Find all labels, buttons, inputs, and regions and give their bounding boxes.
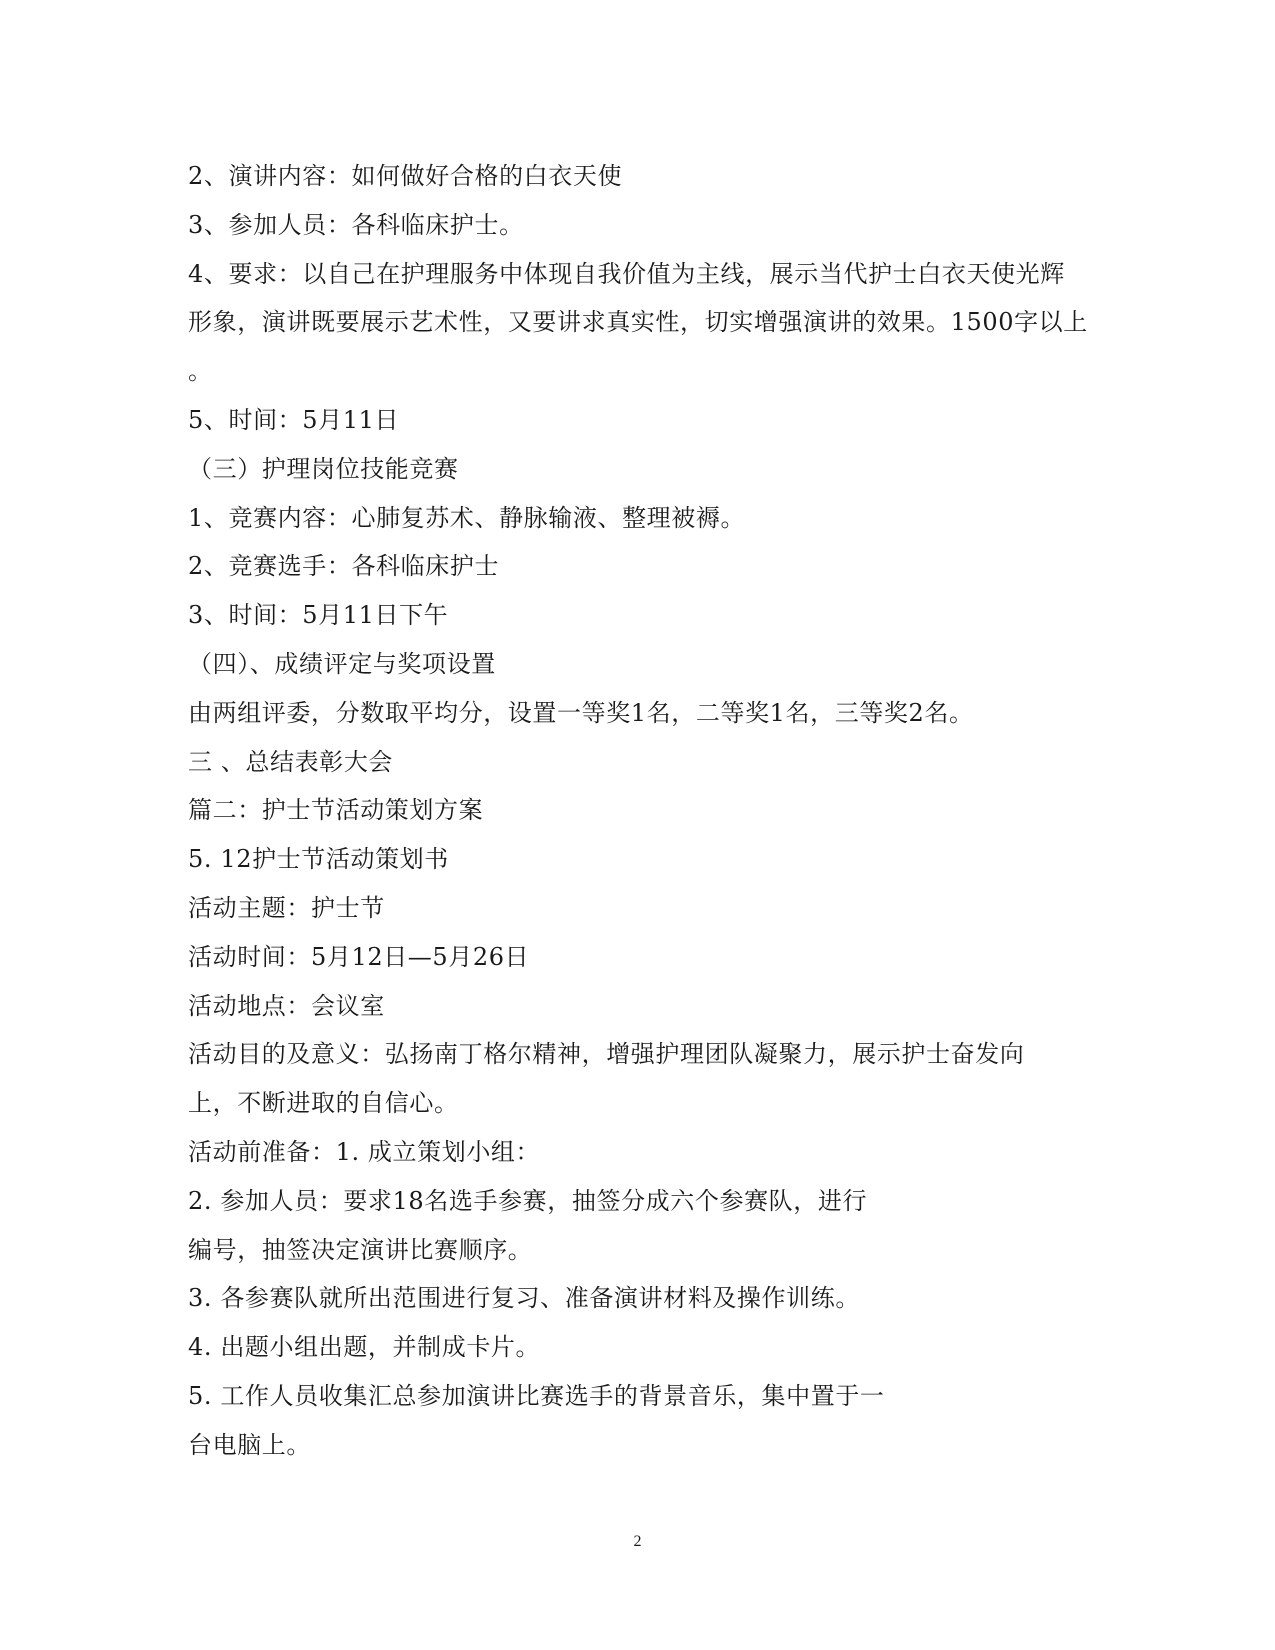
text-line: 活动时间：5月12日—5月26日 [188, 942, 530, 971]
text-line: 3、参加人员：各科临床护士。 [188, 210, 524, 239]
section-heading: （四）、成绩评定与奖项设置 [188, 649, 496, 678]
text-line: 台电脑上。 [188, 1430, 311, 1459]
text-line: 3、时间：5月11日下午 [188, 601, 449, 630]
text-line: 活动目的及意义：弘扬南丁格尔精神，增强护理团队凝聚力，展示护士奋发向 [188, 1040, 1025, 1069]
text-line: 。 [188, 357, 213, 386]
section-heading: （三）护理岗位技能竞赛 [188, 454, 459, 483]
text-line: 5. 工作人员收集汇总参加演讲比赛选手的背景音乐，集中置于一 [188, 1381, 885, 1410]
text-line: 2、竞赛选手：各科临床护士 [188, 552, 500, 581]
text-line: 4. 出题小组出题，并制成卡片。 [188, 1333, 541, 1362]
text-line: 2. 参加人员：要求18名选手参赛，抽签分成六个参赛队，进行 [188, 1186, 868, 1215]
text-line: 活动地点：会议室 [188, 991, 385, 1020]
text-line: 形象，演讲既要展示艺术性，又要讲求真实性，切实增强演讲的效果。1500字以上 [188, 308, 1088, 337]
text-line: 活动主题：护士节 [188, 893, 385, 922]
text-line: 活动前准备：1. 成立策划小组： [188, 1137, 541, 1166]
document-body [188, 152, 1088, 1470]
section-heading: 三 、总结表彰大会 [188, 747, 394, 776]
text-line: 2、演讲内容：如何做好合格的白衣天使 [188, 162, 623, 190]
text-line: 编号，抽签决定演讲比赛顺序。 [188, 1235, 533, 1264]
text-line: 上，不断进取的自信心。 [188, 1089, 459, 1118]
chapter-heading: 篇二：护士节活动策划方案 [188, 796, 484, 825]
text-line: 4、要求：以自己在护理服务中体现自我价值为主线，展示当代护士白衣天使光辉 [188, 259, 1065, 288]
page-number: 2 [633, 1533, 642, 1550]
text-line: 由两组评委，分数取平均分，设置一等奖1名，二等奖1名，三等奖2名。 [188, 698, 974, 727]
document-title: 5. 12护士节活动策划书 [188, 845, 449, 874]
text-line: 5、时间：5月11日 [188, 405, 400, 434]
text-line: 1、竞赛内容：心肺复苏术、静脉输液、整理被褥。 [188, 503, 746, 532]
text-line: 3. 各参赛队就所出范围进行复习、准备演讲材料及操作训练。 [188, 1284, 860, 1313]
